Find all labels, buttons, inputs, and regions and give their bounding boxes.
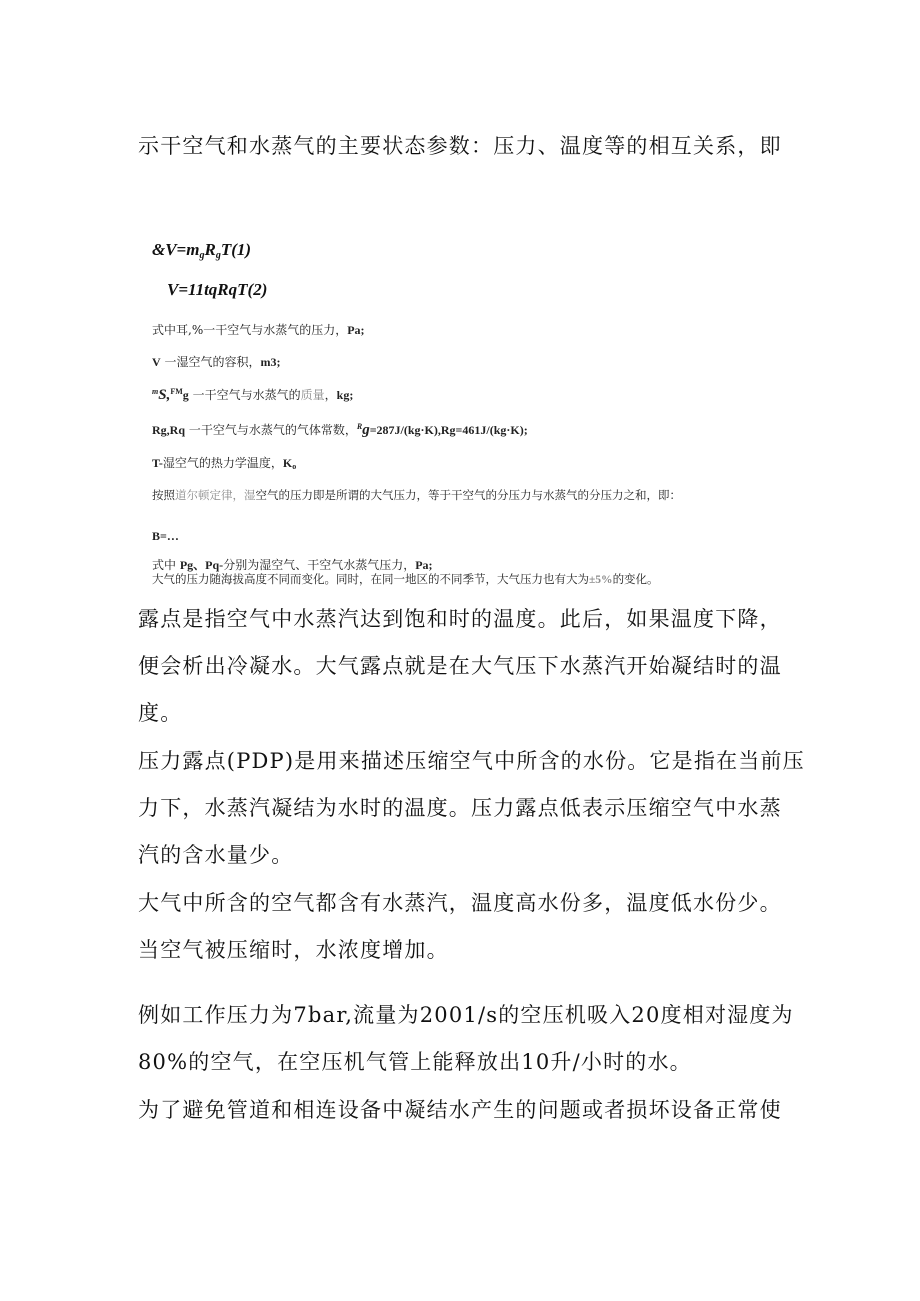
definition-mass-sym2: S, [158,387,171,403]
definition-dalton-gray: 道尔顿定律，湿 [175,488,256,502]
definition-dalton-pre: 按照 [152,488,175,502]
definition-volume-symbol: V [152,355,161,369]
definition-mass-sym4: g [182,388,189,402]
definition-mass-comma: ， [324,388,337,402]
definition-mass [152,388,353,403]
atmosphere-line-2: 当空气被压缩时，水浓度增加。 [138,938,449,962]
definition-gas-constant [152,423,528,438]
definition-mass-gray: 质量 [300,388,325,402]
equation-2: V=11tqRqT(2) [167,280,268,299]
pdp-line-1: 压力露点(PDP)是用来描述压缩空气中所含的水份。它是指在当前压 [138,749,805,773]
pdp-line-3: 汽的含水量少。 [138,843,294,867]
definition-variation-gray: ±5% [589,574,613,586]
definition-gas-constant-sym2: g [362,422,370,438]
example-line-2: 80%的空气，在空压机气管上能释放出10升/小时的水。 [138,1050,692,1074]
dew-point-line-3: 度。 [138,701,183,725]
definition-dalton-post: 空气的压力即是所谓的大气压力，等于干空气的分压力与水蒸气的分压力之和，即： [255,488,681,502]
equation-1-sub2: g [215,250,221,261]
definition-mass-unit: kg; [336,388,354,402]
definition-gas-constant-text: 一干空气与水蒸气的气体常数， [188,423,357,437]
definition-gas-constant-values: =287J/(kg·K),Rg=461J/(kg·K); [369,423,528,437]
definition-temperature [152,457,296,471]
definition-mass-sym1: m [152,387,159,396]
definition-variation-post: 的变化。 [612,572,659,586]
equation-1-sub1: g [199,250,205,261]
example-line-1: 例如工作压力为7bar,流量为2001/s的空压机吸入20度相对湿度为 [138,1003,794,1027]
definition-dalton [152,490,681,502]
definition-pressure-unit: Pa; [347,323,365,337]
definition-pressure-text: 式中耳,%一干空气与水蒸气的压力， [152,323,348,337]
pdp-line-2: 力下，水蒸汽凝结为水时的温度。压力露点低表示压缩空气中水蒸 [138,796,782,820]
definition-temperature-unit-sub: o [292,462,297,471]
definition-temperature-text: 湿空气的热力学温度， [162,456,283,470]
definition-mass-text: 一干空气与水蒸气的 [192,388,301,402]
definition-variation-pre: 大气的压力随海拔高度不同而变化。同时，在同一地区的不同季节，大气压力也有大为 [152,572,589,586]
definition-pg-symbol: Pg、Pq- [179,558,224,572]
avoid-line-1: 为了避免管道和相连设备中凝结水产生的问题或者损坏设备正常使 [138,1098,782,1122]
definition-mass-sym3: FM [170,387,183,396]
definition-volume [152,356,281,368]
definition-temperature-symbol: T- [152,456,163,470]
dew-point-line-1: 露点是指空气中水蒸汽达到饱和时的温度。此后，如果温度下降， [138,607,782,631]
definition-pg [152,559,433,571]
equation-1-prefix: &V=m [152,240,200,259]
definition-pg-unit: Pa; [415,558,433,572]
definition-pg-text: 分别为湿空气、干空气水蒸气压力， [223,558,416,572]
dew-point-line-2: 便会析出冷凝水。大气露点就是在大气压下水蒸汽开始凝结时的温 [138,654,782,678]
atmosphere-line-1: 大气中所含的空气都含有水蒸汽，温度高水份多，温度低水份少。 [138,891,782,915]
definition-pg-pre: 式中 [152,558,177,572]
definition-volume-text: 一湿空气的容积， [164,355,261,369]
definition-volume-unit: m3; [260,355,281,369]
definition-temperature-unit: K [282,456,293,470]
definition-pressure [152,324,365,336]
formula-b: B=… [152,529,179,543]
equation-1 [152,241,251,261]
definition-gas-constant-symbol: Rg,Rq [152,423,186,437]
equation-1-mid: R [204,240,216,259]
definition-gas-constant-sup: R [356,422,363,431]
intro-line: 示干空气和水蒸气的主要状态参数：压力、温度等的相互关系，即 [138,134,782,158]
definition-variation [152,574,659,587]
equation-1-suffix: T(1) [220,240,252,259]
